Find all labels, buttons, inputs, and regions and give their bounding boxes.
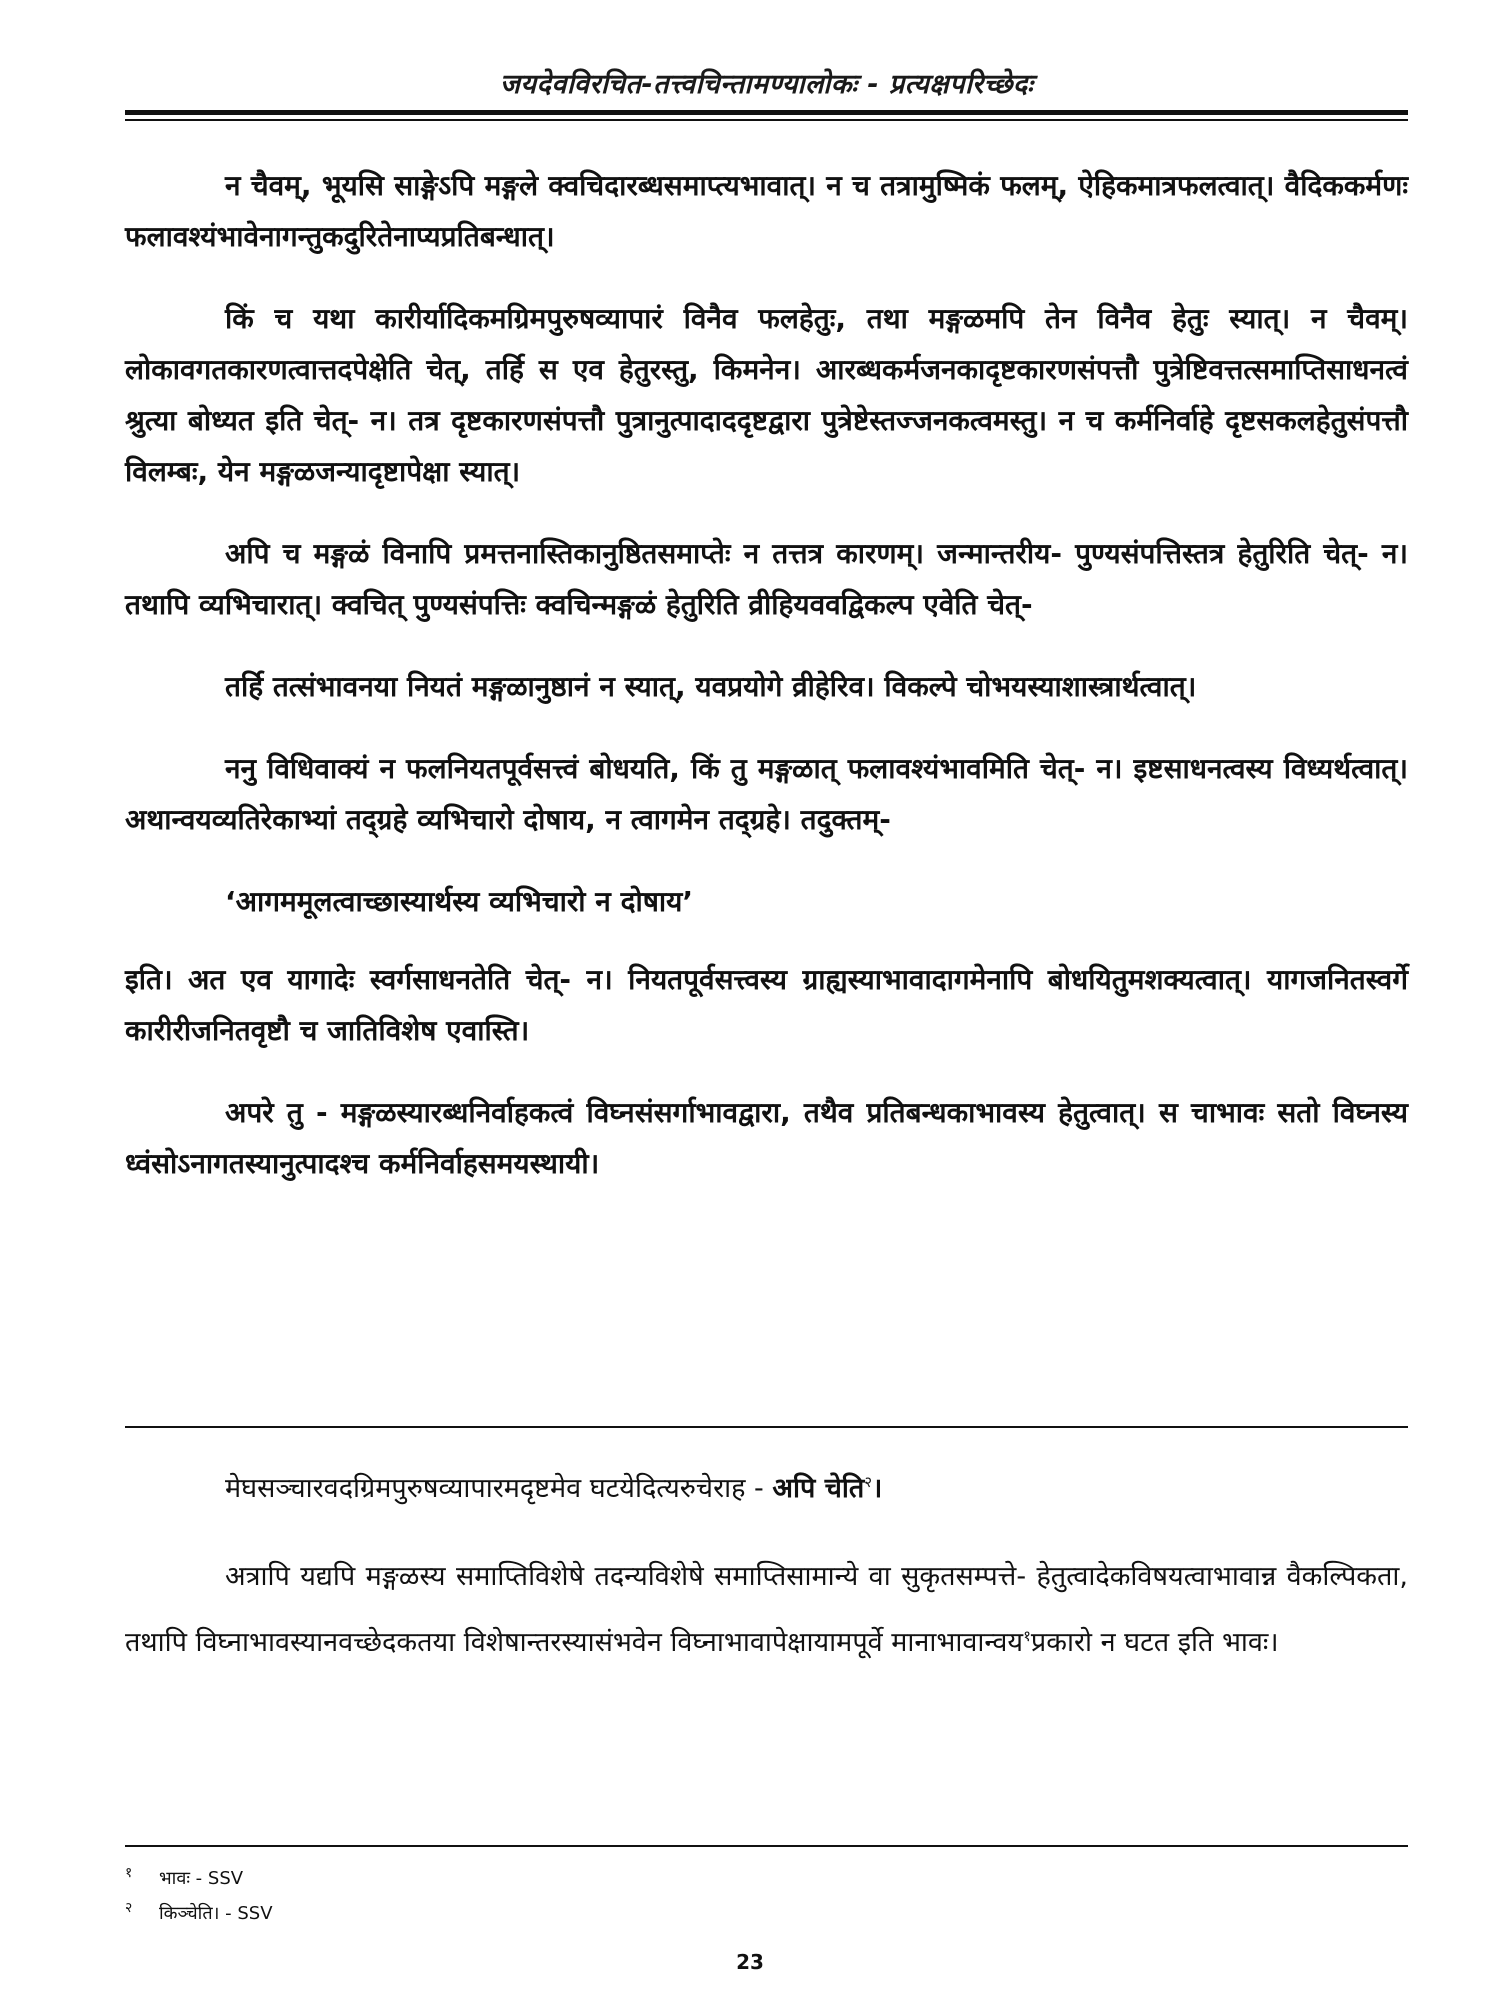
- main-paragraph-5: ननु विधिवाक्यं न फलनियतपूर्वसत्त्वं बोधयति, किं तु मङ्गळात् फलावश्यंभावमिति चेत्- न। इष्टसाधनत्वस्य विध्यर्थत्वात्। अथान्वयव्यतिरेकाभ्यां तद्ग्रहे व्यभिचारो दोषाय, न त्वागमेन तद्ग्रहे। तदुक्तम्-: [125, 752, 1408, 836]
- main-paragraph-2: किं च यथा कारीर्यादिकमग्रिमपुरुषव्यापारं विनैव फलहेतुः, तथा मङ्गळमपि तेन विनैव हेतुः स्यात्। न चैवम्। लोकावगतकारणत्वात्तदपेक्षेति चेत्, तर्हि स एव हेतुरस्तु, किमनेन। आरब्धकर्मजनकादृष्टकारणसंपत्तौ पुत्रेष्टिवत्तत्समाप्तिसाधनत्वं श्रुत्या बोध्यत इति चेत्- न। तत्र दृष्टकारणसंपत्तौ पुत्रानुत्पादाददृष्टद्वारा पुत्रेष्टेस्तज्जनकत्वमस्तु। न च कर्मनिर्वाहे दृष्टसकलहेतुसंपत्तौ विलम्बः, येन मङ्गळजन्यादृष्टापेक्षा स्यात्।: [125, 302, 1408, 488]
- footnote-rule: [125, 1845, 1408, 1847]
- commentary-paragraph-2: [125, 1544, 1408, 1676]
- main-paragraph-6: इति। अत एव यागादेः स्वर्गसाधनतेति चेत्- न। नियतपूर्वसत्त्वस्य ग्राह्यस्याभावादागमेनापि बोधयितुमशक्यत्वात्। यागजनितस्वर्गे कारीरीजनितवृष्टौ च जातिविशेष एवास्ति।: [125, 963, 1408, 1047]
- footnote-text: किञ्चेति। - SSV: [159, 1903, 273, 1924]
- footnote-text: भावः - SSV: [159, 1868, 244, 1889]
- commentary-danda: ।: [872, 1473, 883, 1504]
- header-rule-thick: [125, 110, 1408, 115]
- main-paragraph-1: न चैवम्, भूयसि साङ्गेऽपि मङ्गले क्वचिदारब्धसमाप्त्यभावात्। न च तत्रामुष्मिकं फलम्, ऐहिकमात्रफलत्वात्। वैदिककर्मणः फलावश्यंभावेनागन्तुकदुरितेनाप्यप्रतिबन्धात्।: [125, 169, 1408, 253]
- commentary-text-a: अत्रापि यद्यपि मङ्गळस्य समाप्तिविशेषे तदन्यविशेषे समाप्तिसामान्ये वा सुकृतसम्पत्ते- हेतुत्वादेकविषयत्वाभावान्न वैकल्पिकता, तथापि विघ्नाभावस्यानवच्छेदकतया विशेषान्तरस्यासंभवेन विघ्नाभावापेक्षायामपूर्वे मानाभावान्वय: [125, 1561, 1408, 1658]
- commentary-text-b: प्रकारो न घटत इति भावः।: [1030, 1627, 1279, 1658]
- page-number: 23: [736, 1950, 764, 1974]
- footnote-ref-1: १: [1023, 1627, 1031, 1645]
- commentary: [125, 1456, 1408, 1698]
- footnote-2: [125, 1897, 273, 1932]
- main-paragraph-3: अपि च मङ्गळं विनापि प्रमत्तनास्तिकानुष्ठितसमाप्तेः न तत्तत्र कारणम्। जन्मान्तरीय- पुण्यसंपत्तिस्तत्र हेतुरिति चेत्- न। तथापि व्यभिचारात्। क्वचित् पुण्यसंपत्तिः क्वचिन्मङ्गळं हेतुरिति व्रीहियववद्विकल्प एवेति चेत्-: [125, 537, 1408, 621]
- running-header: जयदेवविरचित-तत्त्वचिन्तामण्यालोकः - प्रत्यक्षपरिच्छेदः: [499, 69, 1034, 100]
- footnote-mark: २: [125, 1900, 133, 1916]
- text-commentary-divider: [125, 1426, 1408, 1428]
- commentary-intro: मेघसञ्चारवदग्रिमपुरुषव्यापारमदृष्टमेव घटयेदित्यरुचेराह -: [225, 1473, 773, 1504]
- main-paragraph-7: अपरे तु - मङ्गळस्यारब्धनिर्वाहकत्वं विघ्नसंसर्गाभावद्वारा, तथैव प्रतिबन्धकाभावस्य हेतुत्वात्। स चाभावः सतो विघ्नस्य ध्वंसोऽनागतस्यानुत्पादश्च कर्मनिर्वाहसमयस्थायी।: [125, 1096, 1408, 1180]
- footnote-mark: १: [125, 1865, 133, 1881]
- commentary-paragraph-1: [125, 1456, 1408, 1522]
- header-rule-thin: [125, 119, 1408, 121]
- footnotes: [125, 1862, 273, 1932]
- main-paragraph-4: तर्हि तत्संभावनया नियतं मङ्गळानुष्ठानं न स्यात्, यवप्रयोगे व्रीहेरिव। विकल्पे चोभयस्याशास्त्रार्थत्वात्।: [225, 670, 1197, 703]
- footnote-ref-2: २: [864, 1473, 873, 1491]
- main-text: [125, 160, 1408, 1220]
- commentary-lemma: अपि चेति: [772, 1473, 865, 1504]
- quotation: ‘आगममूलत्वाच्छास्यार्थस्य व्यभिचारो न दोषाय’: [225, 885, 694, 918]
